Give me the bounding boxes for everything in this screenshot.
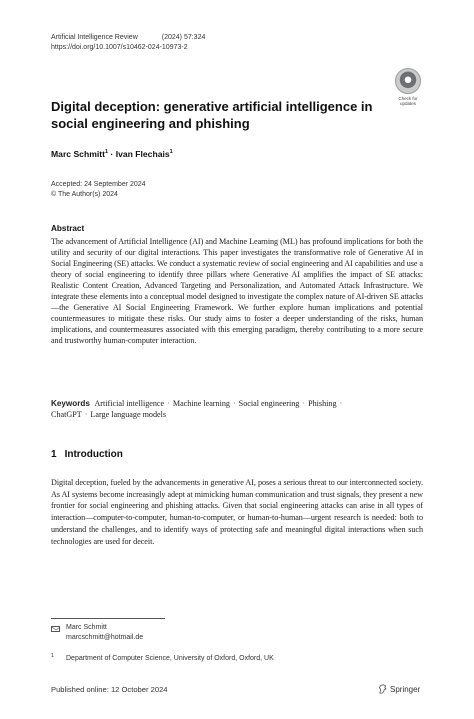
- contact-author-name: Marc Schmitt: [66, 624, 107, 631]
- check-for-updates-icon: [395, 68, 421, 94]
- author-affiliation-marker: 1: [104, 149, 109, 156]
- check-for-updates-label: Check for updates: [398, 96, 418, 106]
- keyword-separator: ·: [84, 410, 88, 419]
- keyword-separator: ·: [339, 399, 343, 408]
- introduction-text: Digital deception, fueled by the advancements in generative AI, poses a serious threat to our interconnected society. As AI systems become increasingly adept at mimicking human communication and trust signals, they present a new frontier for social engineering and phishing attacks. Given that social engineering attacks can arise in all types of interaction—computer-to-computer, human-to-computer, or human-to-human—urgent research is needed: both to understand the challenges, and to identify ways of protecting safe and meaningful digital interactions when such technologies are used for deceit.: [51, 478, 423, 546]
- keyword-separator: ·: [232, 399, 236, 408]
- abstract-heading: Abstract: [51, 224, 85, 233]
- keyword-item: Large language models: [90, 410, 167, 419]
- keyword-item: ChatGPT: [51, 410, 82, 419]
- author-affiliation-marker: 1: [169, 149, 173, 156]
- author-list: [51, 149, 173, 159]
- contact-email[interactable]: marcschmitt@hotmail.de: [66, 634, 144, 641]
- envelope-icon: [51, 626, 60, 632]
- article-dates: [51, 180, 146, 199]
- keyword-separator: ·: [167, 399, 170, 408]
- author-name[interactable]: Ivan Flechais: [115, 149, 170, 159]
- affiliation-text: Department of Computer Science, University of Oxford, Oxford, UK: [66, 655, 274, 662]
- section-title: Introduction: [64, 449, 123, 460]
- keyword-item: Social engineering: [238, 399, 300, 408]
- journal-name: Artificial Intelligence Review: [51, 34, 138, 41]
- keywords-label: Keywords: [51, 399, 90, 408]
- author-separator: ·: [110, 149, 114, 159]
- copyright-notice: © The Author(s) 2024: [51, 190, 118, 198]
- publisher-logo[interactable]: [378, 684, 420, 694]
- footnote-divider: [51, 618, 165, 619]
- article-title: Digital deception: generative artificial intelligence in social engineering and phishing: [51, 99, 373, 131]
- keyword-separator: ·: [302, 399, 306, 408]
- section-heading: [51, 449, 123, 460]
- accepted-date: Accepted: 24 September 2024: [51, 181, 146, 188]
- affiliation-marker: 1: [51, 653, 55, 659]
- abstract-text: The advancement of Artificial Intelligence (AI) and Machine Learning (ML) has profound implications for both the utility and security of our digital interactions. This paper investigates the transformative role of Generative AI in Social Engineering (SE) attacks. We conduct a systematic review of social engineering and AI capabilities and use a theory of social engineering to identify three pillars where Generative AI amplifies the impact of SE attacks: Realistic Content Creation, Advanced Targeting and Personalization, and Automated Attack Infrastructure. We integrate these elements into a conceptual model designed to investigate the complex nature of AI-driven SE attacks—the Generative AI Social Engineering Framework. We further explore human implications and potential countermeasures to mitigate these risks. Our study aims to foster a deeper understanding of the risks, human implications, and countermeasures associated with this emerging paradigm, thereby contributing to a more secure and trustworthy human-computer interaction.: [51, 237, 423, 345]
- keyword-item: Machine learning: [172, 399, 230, 408]
- keyword-item: Artificial intelligence: [94, 399, 165, 408]
- journal-volume: (2024) 57:324: [161, 34, 206, 41]
- journal-header: [51, 34, 205, 41]
- springer-horse-icon: [378, 684, 387, 694]
- keyword-item: Phishing: [308, 399, 337, 408]
- published-date: Published online: 12 October 2024: [51, 685, 168, 694]
- publisher-name: Springer: [390, 684, 421, 694]
- author-name[interactable]: Marc Schmitt: [51, 149, 105, 159]
- keywords-block: [51, 398, 423, 420]
- check-for-updates-badge[interactable]: [393, 68, 423, 106]
- section-number: 1: [51, 449, 57, 460]
- doi-link[interactable]: https://doi.org/10.1007/s10462-024-10973-2: [51, 44, 188, 51]
